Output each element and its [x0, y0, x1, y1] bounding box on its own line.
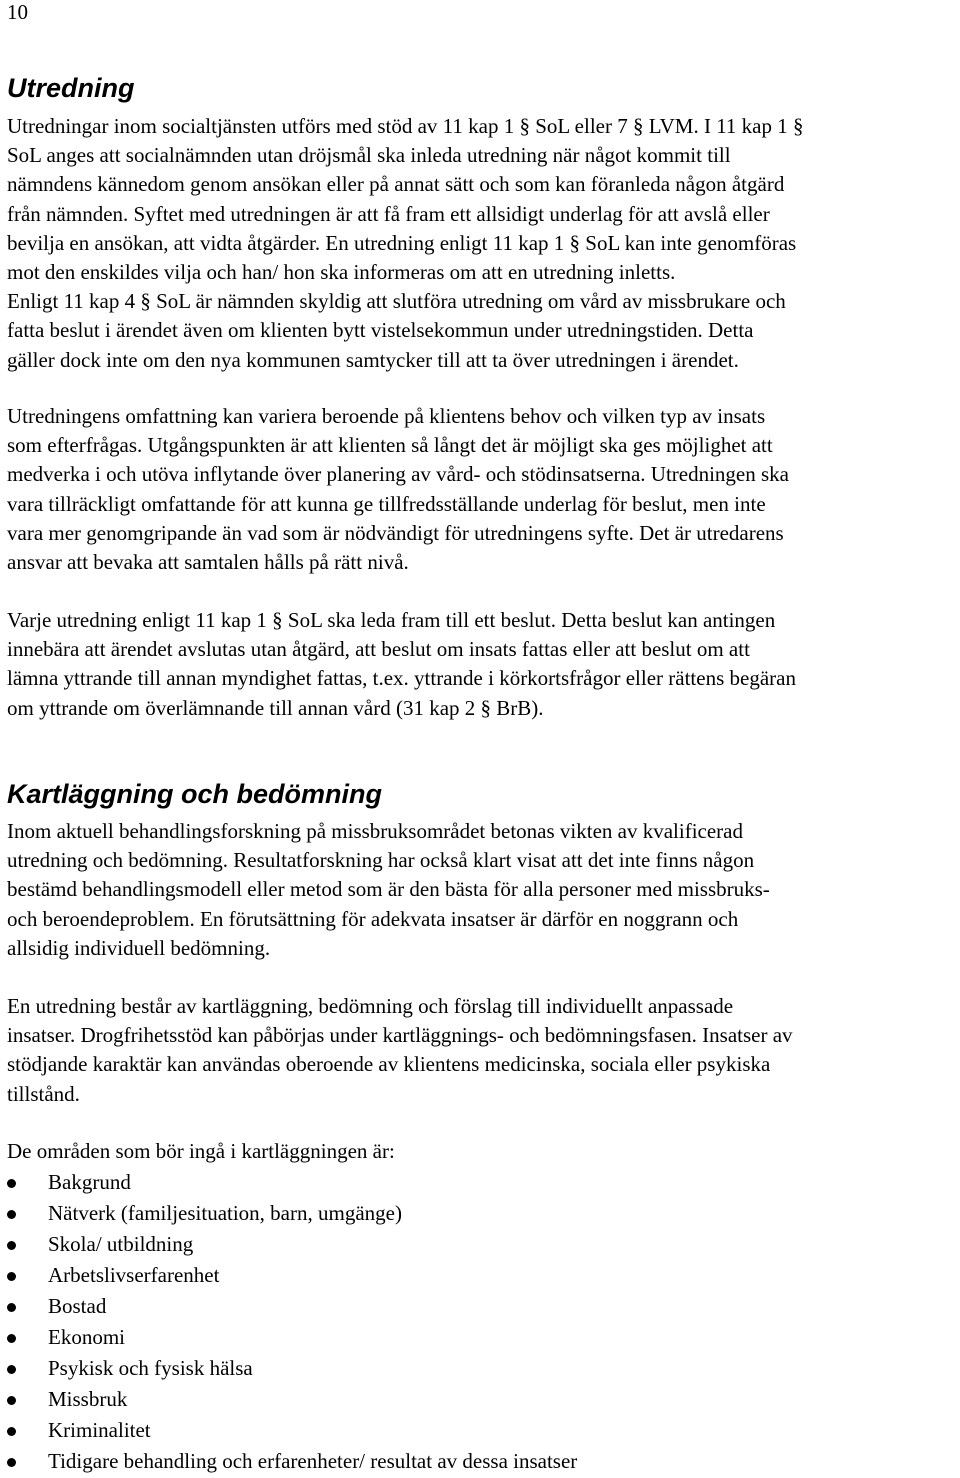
text-line: De områden som bör ingå i kartläggningen är: [7, 1139, 395, 1163]
text-line: fatta beslut i ärendet även om klienten bytt vistelsekommun under utredningstiden. Detta [7, 318, 754, 343]
text-line: En utredning består av kartläggning, bedömning och förslag till individuellt anpassade [7, 994, 734, 1018]
text-line: allsidig individuell bedömning. [7, 935, 271, 960]
list-item-label: Kriminalitet [48, 1418, 151, 1442]
text-line: Varje utredning enligt 11 kap 1 § SoL ska leda fram till ett beslut. Detta beslut kan antingen [7, 608, 776, 632]
text-line: tillstånd. [7, 1081, 80, 1106]
list-item-label: Tidigare behandling och erfarenheter/ resultat av dessa insatser [48, 1449, 578, 1473]
text-line: ansvar att bevaka att samtalen hålls på rätt nivå. [7, 550, 409, 575]
bullet-icon [7, 1303, 16, 1312]
list-item-label: Ekonomi [48, 1325, 125, 1349]
text-line: utredning och bedömning. Resultatforskning har också klart visat att det inte finns någon [7, 848, 755, 873]
text-line: från nämnden. Syftet med utredningen är att få fram ett allsidigt underlag för att avslå eller [7, 201, 770, 226]
list-item-label: Psykisk och fysisk hälsa [48, 1356, 253, 1380]
paragraph [7, 606, 955, 723]
text-line: lämna yttrande till annan myndighet fattas, t.ex. yttrande i körkortsfrågor eller rättens begäran [7, 666, 796, 691]
bullet-icon [7, 1427, 16, 1436]
paragraph [7, 817, 955, 963]
text-line: Utredningar inom socialtjänsten utförs med stöd av 11 kap 1 § SoL eller 7 § LVM. I 11 kap 1 § [7, 114, 804, 138]
bullet-icon [7, 1179, 16, 1188]
text-line: om yttrande om överlämnande till annan vård (31 kap 2 § BrB). [7, 695, 544, 720]
list-item-label: Bostad [48, 1294, 107, 1318]
text-line: vara tillräckligt omfattande för att kunna ge tillfredsställande underlag för beslut, men inte [7, 491, 766, 516]
list-item-label: Missbruk [48, 1387, 128, 1411]
paragraph [7, 112, 955, 375]
page-number: 10 [7, 0, 28, 24]
text-line: Enligt 11 kap 4 § SoL är nämnden skyldig att slutföra utredning om vård av missbrukare och [7, 289, 786, 314]
text-line: bevilja en ansökan, att vidta åtgärder. En utredning enligt 11 kap 1 § SoL kan inte genomföras [7, 230, 797, 255]
text-line: nämndens kännedom genom ansökan eller på annat sätt och som kan föranleda någon åtgärd [7, 172, 785, 197]
text-line: mot den enskildes vilja och han/ hon ska informeras om att en utredning inletts. [7, 260, 676, 285]
list-item-label: Skola/ utbildning [48, 1232, 194, 1256]
section-heading-kartlaggning: Kartläggning och bedömning [7, 779, 382, 809]
text-line: stödjande karaktär kan användas oberoende av klientens medicinska, sociala eller psykiska [7, 1052, 771, 1077]
text-line: och beroendeproblem. En förutsättning för adekvata insatser är därför en noggrann och [7, 906, 739, 931]
paragraph [7, 992, 955, 1109]
text-line: Inom aktuell behandlingsforskning på missbruksområdet betonas vikten av kvalificerad [7, 819, 743, 843]
text-line: medverka i och utöva inflytande över planering av vård- och stödinsatserna. Utredningen ska [7, 462, 789, 487]
text-line: insatser. Drogfrihetsstöd kan påbörjas under kartläggnings- och bedömningsfasen. Insatser av [7, 1023, 793, 1048]
bullet-icon [7, 1210, 16, 1219]
text-line: SoL anges att socialnämnden utan dröjsmål ska inleda utredning när något kommit till [7, 143, 731, 168]
text-line: bestämd behandlingsmodell eller metod som är den bästa för alla personer med missbruks- [7, 877, 770, 902]
list-item-label: Bakgrund [48, 1170, 131, 1194]
bullet-icon [7, 1458, 16, 1467]
text-line: Utredningens omfattning kan variera beroende på klientens behov och vilken typ av insats [7, 404, 766, 428]
text-line: innebära att ärendet avslutas utan åtgärd, att beslut om insats fattas eller att beslut om att [7, 637, 750, 662]
bullet-icon [7, 1272, 16, 1281]
section-heading-utredning: Utredning [7, 73, 135, 103]
text-line: vara mer genomgripande än vad som är nödvändigt för utredningens syfte. Det är utredarens [7, 520, 784, 545]
text-line: som efterfrågas. Utgångspunkten är att klienten så långt det är möjligt ska ges möjlighet att [7, 433, 773, 458]
list-item-label: Arbetslivserfarenhet [48, 1263, 220, 1287]
bullet-icon [7, 1365, 16, 1374]
text-line: gäller dock inte om den nya kommunen samtycker till att ta över utredningen i ärendet. [7, 347, 739, 372]
paragraph [7, 402, 955, 577]
list-item-label: Nätverk (familjesituation, barn, umgänge) [48, 1201, 402, 1225]
list-intro [7, 1137, 955, 1166]
bullet-icon [7, 1396, 16, 1405]
bullet-icon [7, 1241, 16, 1250]
bullet-icon [7, 1334, 16, 1343]
